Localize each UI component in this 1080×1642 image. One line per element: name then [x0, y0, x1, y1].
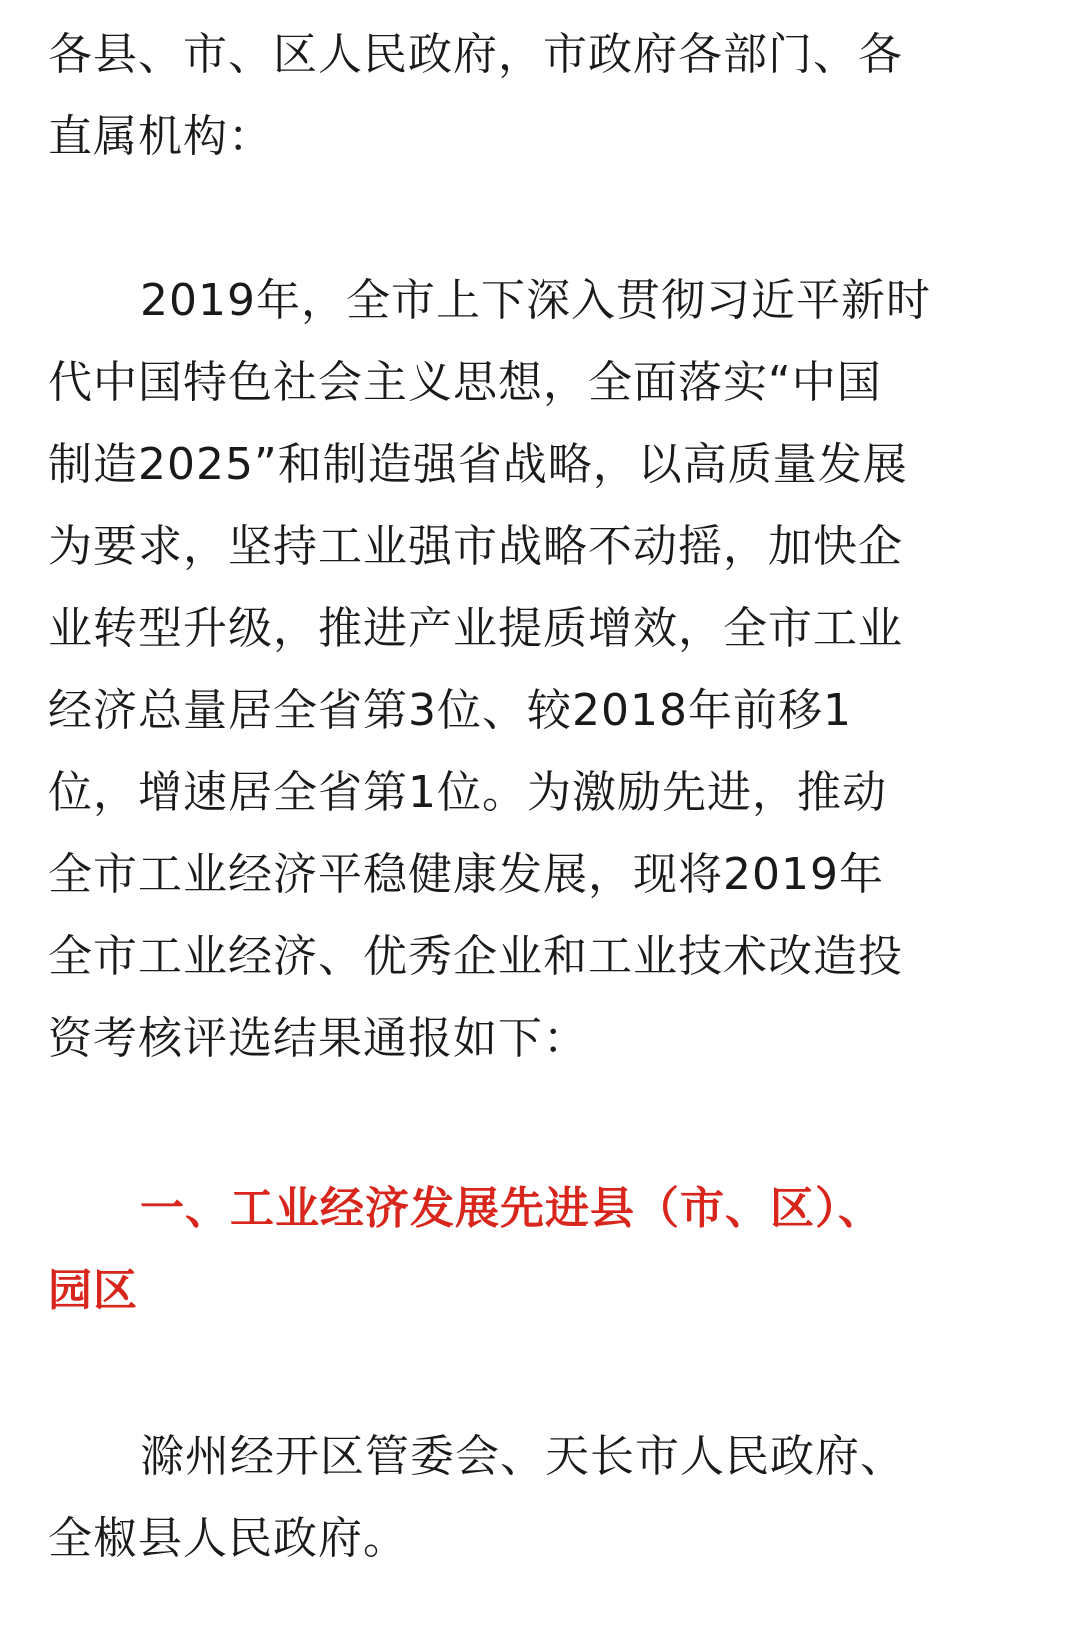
- paragraph-line: 经济总量居全省第3位、较2018年前移1: [48, 685, 852, 736]
- salutation-line: 各县、市、区人民政府，市政府各部门、各: [48, 29, 903, 80]
- section-body: [48, 1416, 905, 1580]
- paragraph-line: 为要求，坚持工业强市战略不动摇，加快企: [48, 521, 903, 572]
- heading-line: 一、工业经济发展先进县（市、区）、: [140, 1183, 883, 1234]
- heading-line: 园区: [48, 1265, 138, 1316]
- paragraph-line: 全市工业经济平稳健康发展，现将2019年: [48, 849, 884, 900]
- paragraph-line: 位，增速居全省第1位。为激励先进，推动: [48, 767, 887, 818]
- body-line: 全椒县人民政府。: [48, 1513, 408, 1564]
- paragraph-line: 全市工业经济、优秀企业和工业技术改造投: [48, 931, 903, 982]
- salutation-line: 直属机构：: [48, 111, 273, 162]
- section-heading: [48, 1168, 883, 1332]
- paragraph-line: 2019年，全市上下深入贯彻习近平新时: [140, 275, 931, 326]
- paragraph-line: 业转型升级，推进产业提质增效，全市工业: [48, 603, 903, 654]
- paragraph-line: 制造2025”和制造强省战略，以高质量发展: [48, 439, 908, 490]
- salutation: [48, 14, 903, 178]
- paragraph-line: 代中国特色社会主义思想，全面落实“中国: [48, 357, 882, 408]
- paragraph-line: 资考核评选结果通报如下：: [48, 1013, 588, 1064]
- intro-paragraph: [48, 260, 931, 1080]
- body-line: 滁州经开区管委会、天长市人民政府、: [140, 1431, 905, 1482]
